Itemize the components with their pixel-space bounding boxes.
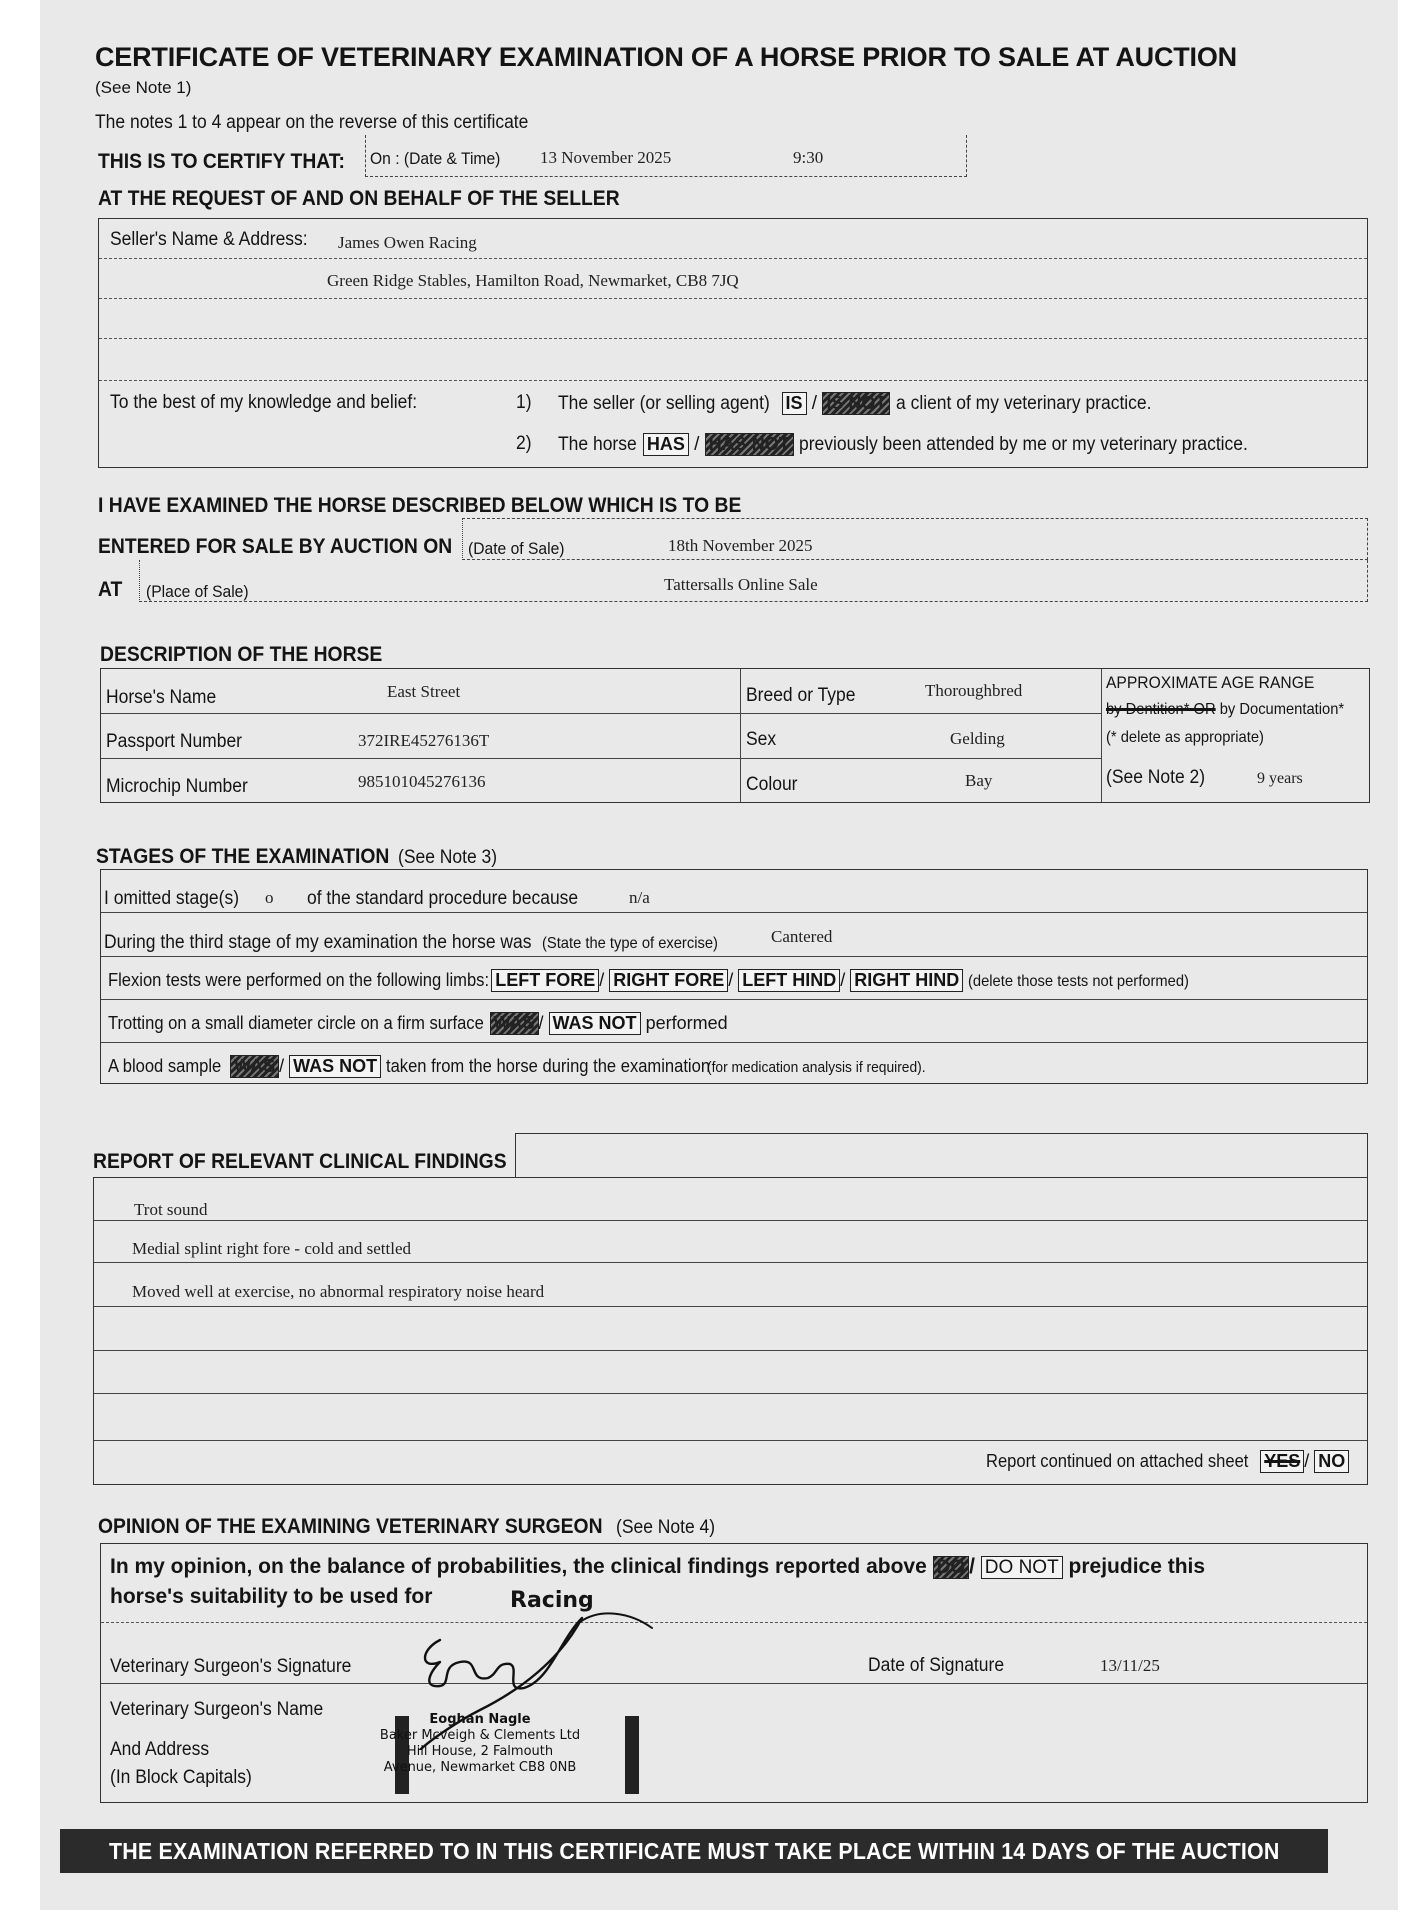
footer-banner	[60, 1829, 1328, 1873]
trot-was-option[interactable]: WAS	[490, 1012, 539, 1035]
age-value: 9 years	[1257, 770, 1303, 787]
breed-value: Thoroughbred	[925, 681, 1023, 700]
exam-time-value: 9:30	[793, 148, 824, 167]
divider	[101, 1622, 1367, 1623]
item2-number: 2)	[516, 433, 532, 454]
finding-line-1: Trot sound	[134, 1200, 208, 1219]
stages-see-note-3: (See Note 3)	[398, 847, 498, 868]
horse-name-value: East Street	[387, 682, 461, 701]
vet-address-label: And Address	[110, 1739, 210, 1760]
flexion-line	[108, 969, 1208, 992]
trot-label: Trotting on a small diameter circle on a firm surface	[108, 1013, 484, 1033]
stages-heading-line	[96, 845, 506, 869]
limb-right-fore[interactable]: RIGHT FORE	[609, 969, 728, 992]
on-date-time-label: On : (Date & Time)	[370, 149, 501, 168]
sex-label: Sex	[746, 729, 777, 750]
third-stage-line	[104, 932, 733, 954]
certificate-title: CERTIFICATE OF VETERINARY EXAMINATION OF A HORSE PRIOR TO SALE AT AUCTION	[95, 42, 1237, 72]
date-signature-value: 13/11/25	[1100, 1656, 1160, 1675]
finding-line-2: Medial splint right fore - cold and settled	[132, 1239, 412, 1258]
vet-name-label: Veterinary Surgeon's Name	[110, 1699, 324, 1720]
opinion-do-option[interactable]: DO	[933, 1556, 970, 1579]
item1-line	[558, 392, 1173, 415]
stamp-line-1: Baker Mcveigh & Clements Ltd	[379, 1728, 581, 1743]
opinion-see-note-4: (See Note 4)	[615, 1517, 715, 1538]
omitted-label: I omitted stage(s)	[104, 888, 240, 909]
seller-box	[98, 218, 1368, 468]
stamp-bar-right	[625, 1716, 639, 1794]
divider	[94, 1393, 1367, 1394]
slash: /	[811, 393, 818, 414]
seller-name-label: Seller's Name & Address:	[110, 229, 308, 250]
divider	[94, 1350, 1367, 1351]
opinion-statement-line-2: horse's suitability to be used for	[110, 1585, 433, 1608]
slash: /	[728, 970, 734, 990]
item2-suffix: previously been attended by me or my veterinary practice.	[798, 434, 1248, 455]
divider	[99, 380, 1367, 381]
see-note-1: (See Note 1)	[95, 78, 192, 97]
divider	[101, 758, 1101, 759]
slash: /	[840, 970, 846, 990]
limb-left-fore[interactable]: LEFT FORE	[491, 969, 599, 992]
blood-line	[108, 1055, 945, 1078]
examined-line: I HAVE EXAMINED THE HORSE DESCRIBED BELOW WHICH IS TO BE	[98, 494, 742, 517]
slash: /	[694, 434, 700, 455]
breed-label: Breed or Type	[746, 685, 856, 706]
divider	[94, 1306, 1367, 1307]
age-method-line	[1106, 701, 1344, 719]
item2-has-option[interactable]: HAS	[643, 433, 689, 456]
age-by-documentation: by Documentation*	[1219, 701, 1345, 718]
opinion-statement-line	[110, 1555, 1205, 1579]
opinion-use-value: Racing	[510, 1588, 594, 1613]
slash: /	[538, 1013, 544, 1033]
opinion-heading: OPINION OF THE EXAMINING VETERINARY SURGEON	[98, 1515, 603, 1538]
sale-date-label: (Date of Sale)	[468, 539, 565, 558]
age-range-heading: APPROXIMATE AGE RANGE	[1106, 673, 1315, 692]
signature-label: Veterinary Surgeon's Signature	[110, 1656, 352, 1677]
divider	[99, 258, 1367, 259]
omitted-value: o	[265, 888, 274, 907]
notes-line: The notes 1 to 4 appear on the reverse of this certificate	[95, 112, 529, 133]
slash: /	[279, 1056, 285, 1076]
sex-value: Gelding	[950, 729, 1005, 748]
divider	[101, 1683, 1367, 1684]
continued-label: Report continued on attached sheet	[986, 1451, 1249, 1471]
colour-value: Bay	[965, 771, 993, 790]
colour-label: Colour	[746, 774, 798, 795]
because-value: n/a	[629, 888, 650, 907]
opinion-heading-line	[98, 1515, 723, 1539]
opinion-statement-prefix: In my opinion, on the balance of probabilities, the clinical findings reported above	[110, 1555, 927, 1578]
blood-suffix: taken from the horse during the examination	[386, 1056, 711, 1076]
blood-was-option[interactable]: WAS	[230, 1055, 279, 1078]
continued-yes-option[interactable]: YES	[1260, 1450, 1304, 1473]
request-line: AT THE REQUEST OF AND ON BEHALF OF THE SELLER	[98, 187, 620, 210]
divider	[101, 713, 1101, 714]
seller-address-value: Green Ridge Stables, Hamilton Road, Newmarket, CB8 7JQ	[327, 271, 739, 290]
opinion-statement-suffix: prejudice this	[1068, 1555, 1206, 1578]
flexion-note: (delete those tests not performed)	[968, 973, 1190, 990]
item2-has-not-option[interactable]: HAS NOT	[705, 433, 794, 456]
slash: /	[1304, 1451, 1310, 1471]
footer-text: THE EXAMINATION REFERRED TO IN THIS CERTIFICATE MUST TAKE PLACE WITHIN 14 DAYS OF THE AUCTION	[108, 1837, 1280, 1864]
continued-no-option[interactable]: NO	[1314, 1450, 1349, 1473]
block-capitals-label: (In Block Capitals)	[110, 1767, 252, 1788]
age-dentition-struck: by Dentition* OR	[1106, 701, 1216, 718]
trot-line	[108, 1012, 728, 1035]
belief-label: To the best of my knowledge and belief:	[110, 392, 418, 413]
trot-suffix: performed	[645, 1013, 728, 1033]
finding-line-3: Moved well at exercise, no abnormal respiratory noise heard	[132, 1282, 545, 1301]
passport-value: 372IRE45276136T	[358, 731, 490, 750]
stages-heading: STAGES OF THE EXAMINATION	[96, 845, 390, 868]
divider	[101, 912, 1367, 913]
flexion-label: Flexion tests were performed on the following limbs:	[108, 970, 490, 990]
divider	[740, 669, 741, 802]
divider	[101, 956, 1367, 957]
sale-place-label: (Place of Sale)	[146, 582, 249, 601]
date-signature-label: Date of Signature	[868, 1655, 1005, 1676]
findings-box	[93, 1177, 1368, 1485]
opinion-do-not-option[interactable]: DO NOT	[981, 1556, 1063, 1579]
item1-number: 1)	[516, 392, 532, 413]
divider	[1101, 669, 1102, 802]
entered-label: ENTERED FOR SALE BY AUCTION ON	[98, 535, 453, 558]
item1-is-not-option[interactable]: IS NOT	[822, 392, 890, 415]
findings-header-box	[515, 1133, 1368, 1178]
sale-date-field[interactable]	[462, 518, 1368, 560]
limb-right-hind[interactable]: RIGHT HIND	[850, 969, 963, 992]
sale-place-value: Tattersalls Online Sale	[664, 575, 818, 594]
age-see-note-2: (See Note 2)	[1106, 767, 1206, 788]
microchip-value: 985101045276136	[358, 772, 486, 791]
limb-left-hind[interactable]: LEFT HIND	[738, 969, 840, 992]
item2-prefix: The horse	[558, 434, 637, 455]
stamp-line-2: Hill House, 2 Falmouth	[406, 1744, 554, 1759]
item2-line	[558, 433, 1287, 456]
exam-date-value: 13 November 2025	[540, 148, 672, 167]
trot-was-not-option[interactable]: WAS NOT	[549, 1012, 641, 1035]
stamp-line-3: Avenue, Newmarket CB8 0NB	[383, 1760, 577, 1775]
horse-name-label: Horse's Name	[106, 687, 217, 708]
item1-suffix: a client of my veterinary practice.	[895, 393, 1152, 414]
age-delete-note: (* delete as appropriate)	[1106, 729, 1264, 746]
divider	[99, 338, 1367, 339]
divider	[101, 999, 1367, 1000]
at-label: AT	[98, 578, 123, 601]
divider	[94, 1220, 1367, 1221]
item1-prefix: The seller (or selling agent)	[558, 393, 770, 414]
description-heading: DESCRIPTION OF THE HORSE	[100, 643, 383, 666]
continued-line	[986, 1450, 1349, 1473]
divider	[101, 1042, 1367, 1043]
blood-was-not-option[interactable]: WAS NOT	[289, 1055, 381, 1078]
findings-heading: REPORT OF RELEVANT CLINICAL FINDINGS	[93, 1150, 507, 1173]
third-stage-value: Cantered	[771, 927, 833, 946]
blood-label: A blood sample	[108, 1056, 222, 1076]
microchip-label: Microchip Number	[106, 776, 248, 797]
stamp-vet-name: Eoghan Nagle	[429, 1712, 531, 1727]
divider	[94, 1440, 1367, 1441]
divider	[94, 1262, 1367, 1263]
slash: /	[599, 970, 605, 990]
sale-date-value: 18th November 2025	[668, 536, 813, 555]
passport-label: Passport Number	[106, 731, 243, 752]
third-stage-note: (State the type of exercise)	[541, 935, 718, 952]
blood-note: (for medication analysis if required).	[707, 1059, 927, 1076]
divider	[99, 298, 1367, 299]
third-stage-label: During the third stage of my examination the horse was	[104, 932, 532, 953]
certify-label: THIS IS TO CERTIFY THAT:	[98, 150, 345, 173]
vet-address-stamp	[356, 1712, 604, 1788]
slash: /	[969, 1555, 975, 1578]
item1-is-option[interactable]: IS	[782, 392, 807, 415]
seller-name-value: James Owen Racing	[338, 233, 477, 252]
because-label: of the standard procedure because	[307, 888, 579, 909]
